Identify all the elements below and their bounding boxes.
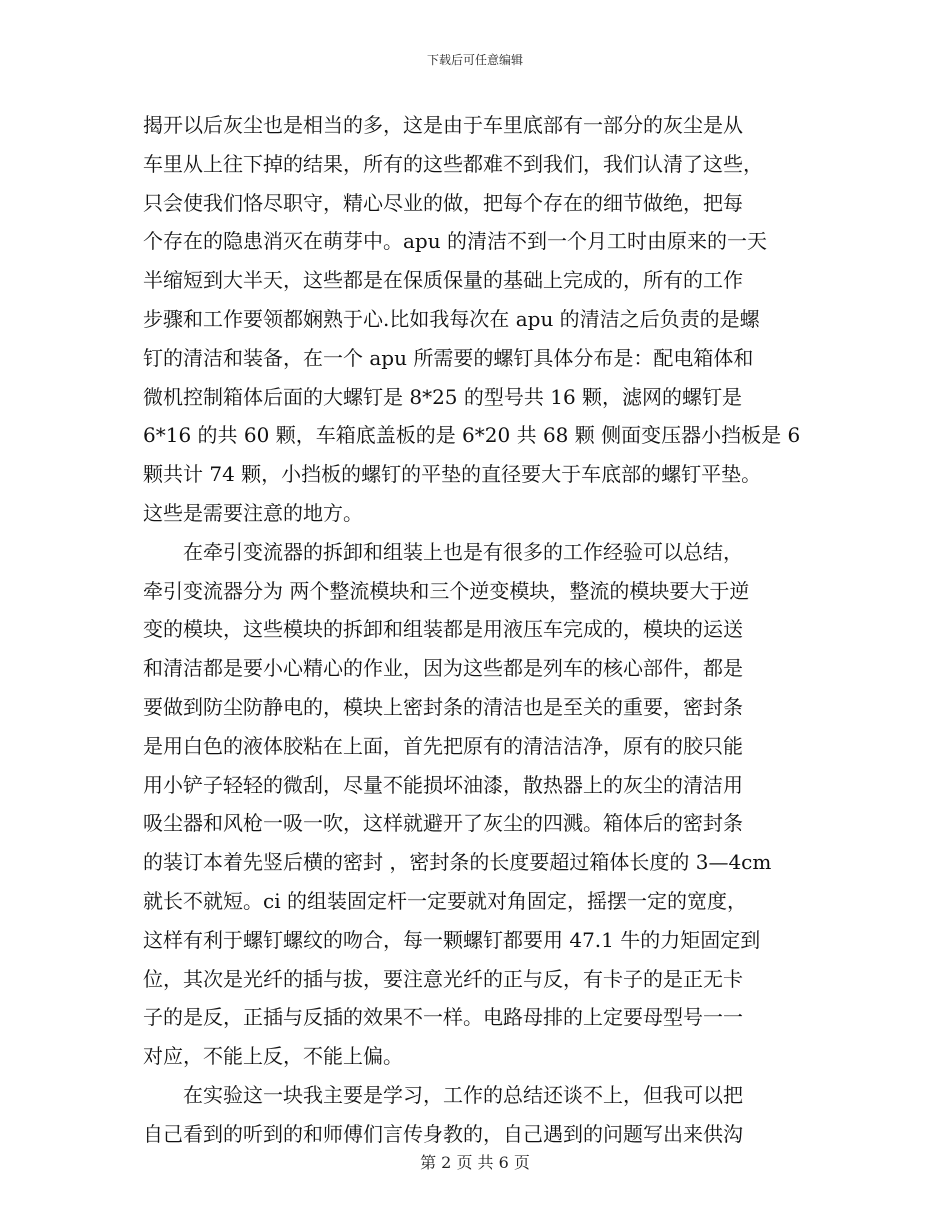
text-line: 自己看到的听到的和师傅们言传身教的，自己遇到的问题写出来供沟 [143,1121,743,1146]
page-number-footer: 第 2 页 共 6 页 [420,1153,530,1172]
text-line: 揭开以后灰尘也是相当的多，这是由于车里底部有一部分的灰尘是从 [143,113,743,137]
text-line: 要做到防尘防静电的，模块上密封条的清洁也是至关的重要，密封条 [143,694,743,719]
text-line: 牵引变流器分为 两个整流模块和三个逆变模块，整流的模块要大于逆 [143,578,750,603]
text-line: 和清洁都是要小心精心的作业，因为这些都是列车的核心部件，都是 [143,656,743,681]
text-line: 这样有利于螺钉螺纹的吻合，每一颗螺钉都要用 47.1 牛的力矩固定到 [143,927,761,952]
text-line: 钉的清洁和装备，在一个 apu 所需要的螺钉具体分布是：配电箱体和 [143,345,754,370]
text-line: 就长不就短。ci 的组装固定杆一定要就对角固定，摇摆一定的宽度， [143,888,747,913]
text-line: 颗共计 74 颗，小挡板的螺钉的平垫的直径要大于车底部的螺钉平垫。 [143,462,762,487]
paragraph-first-line: 在牵引变流器的拆卸和组装上也是有很多的工作经验可以总结， [183,539,743,564]
text-line: 车里从上往下掉的结果，所有的这些都难不到我们，我们认清了这些， [143,151,763,176]
text-line: 吸尘器和风枪一吸一吹，这样就避开了灰尘的四溅。箱体后的密封条 [143,811,743,836]
text-line: 是用白色的液体胶粘在上面，首先把原有的清洁洁净，原有的胶只能 [143,733,743,758]
text-line: 子的是反，正插与反插的效果不一样。电路母排的上定要母型号一一 [143,1005,743,1030]
text-line: 步骤和工作要领都娴熟于心.比如我每次在 apu 的清洁之后负责的是螺 [143,306,760,331]
text-line: 用小铲子轻轻的微刮，尽量不能损坏油漆，散热器上的灰尘的清洁用 [143,772,743,797]
document-body [143,106,811,1154]
text-line: 的装订本着先竖后横的密封 ，密封条的长度要超过箱体长度的 3—4cm [143,850,772,875]
text-line: 这些是需要注意的地方。 [143,500,363,525]
paragraph-first-line: 在实验这一块我主要是学习，工作的总结还谈不上，但我可以把 [183,1082,743,1107]
text-line: 对应，不能上反，不能上偏。 [143,1044,403,1069]
text-line: 半缩短到大半天，这些都是在保质保量的基础上完成的，所有的工作 [143,268,743,293]
page-header: 下载后可任意编辑 [426,53,523,67]
text-line: 变的模块，这些模块的拆卸和组装都是用液压车完成的，模块的运送 [143,617,743,642]
text-line: 个存在的隐患消灭在萌芽中。apu 的清洁不到一个月工时由原来的一天 [143,229,767,254]
text-line: 只会使我们恪尽职守，精心尽业的做，把每个存在的细节做绝，把每 [143,190,743,215]
text-line: 微机控制箱体后面的大螺钉是 8*25 的型号共 16 颗，滤网的螺钉是 [143,384,743,409]
text-line: 位，其次是光纤的插与拔，要注意光纤的正与反，有卡子的是正无卡 [143,966,743,991]
text-line: 6*16 的共 60 颗，车箱底盖板的是 6*20 共 68 颗 侧面变压器小挡板是 6 [143,423,801,448]
